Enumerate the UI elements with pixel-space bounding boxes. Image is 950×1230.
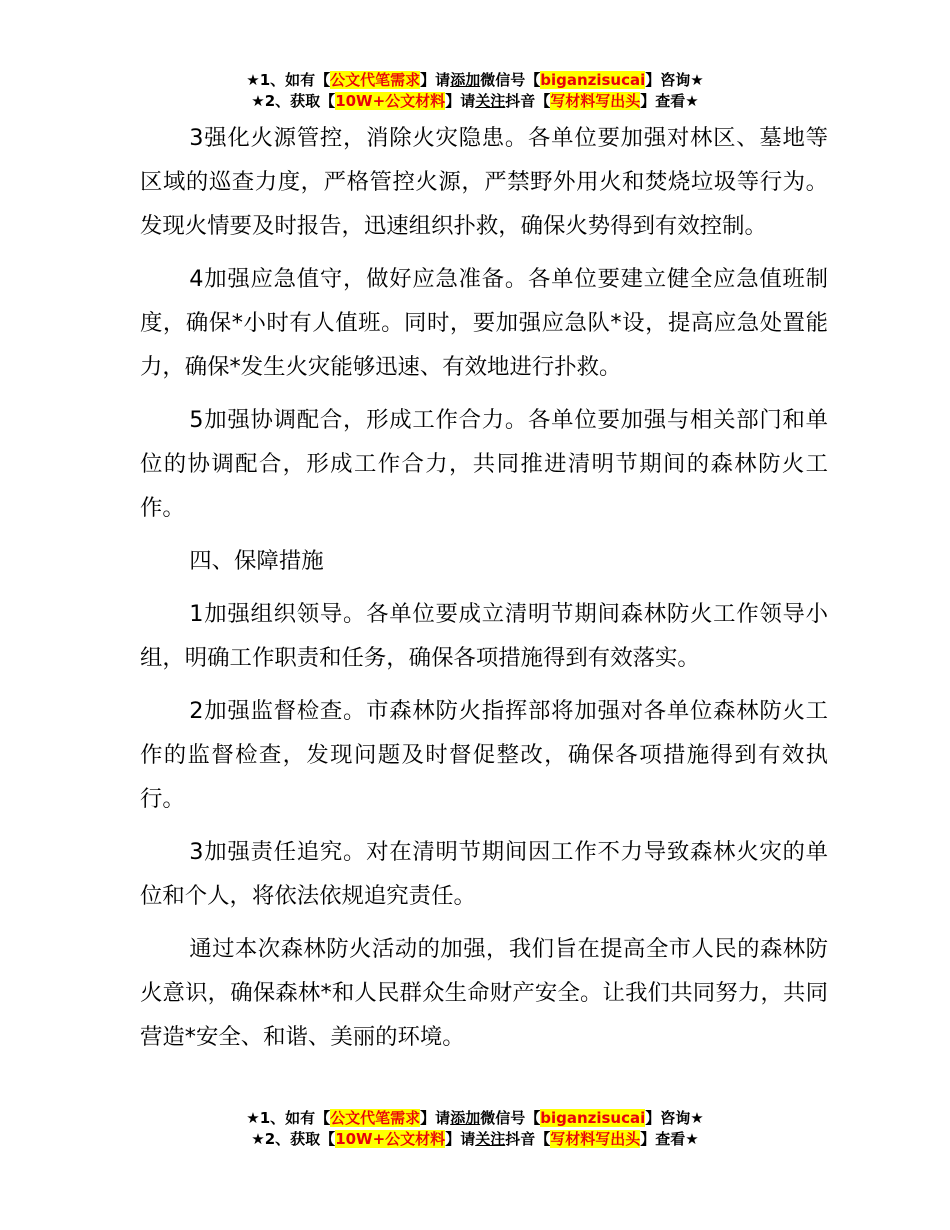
banner-highlight: 10W+公文材料 bbox=[335, 92, 446, 110]
section-heading: 四、保障措施 bbox=[189, 548, 324, 574]
banner-text: ★1、如有【 bbox=[246, 1109, 331, 1127]
banner-highlight: 公文代笔需求 bbox=[330, 1109, 421, 1127]
banner-text: 】请 bbox=[445, 1130, 476, 1148]
banner-highlight: 写材料写出头 bbox=[550, 1130, 641, 1148]
paragraph: 3强化火源管控，消除火灾隐患。各单位要加强对林区、墓地等区域的巡查力度，严格管控火源，严禁野外用火和焚烧垃圾等行为。发现火情要及时报告，迅速组织扑救，确保火势得到有效控制。 bbox=[140, 125, 828, 239]
banner-text: 】请 bbox=[420, 1109, 451, 1127]
banner-text: 】咨询★ bbox=[645, 1109, 704, 1127]
banner-text: 】查看★ bbox=[640, 1130, 699, 1148]
banner-underline: 关注 bbox=[475, 92, 506, 110]
banner-underline: 关注 bbox=[475, 1130, 506, 1148]
banner-underline: 添加 bbox=[450, 71, 481, 89]
banner-line-1 bbox=[0, 70, 950, 91]
banner-underline: 添加 bbox=[450, 1109, 481, 1127]
banner-text: 微信号【 bbox=[480, 1109, 541, 1127]
banner-text: 抖音【 bbox=[505, 92, 551, 110]
banner-text: 抖音【 bbox=[505, 1130, 551, 1148]
paragraph: 5加强协调配合，形成工作合力。各单位要加强与相关部门和单位的协调配合，形成工作合力，共同推进清明节期间的森林防火工作。 bbox=[140, 407, 828, 521]
banner-highlight: 公文代笔需求 bbox=[330, 71, 421, 89]
banner-line-2 bbox=[0, 1129, 950, 1150]
banner-line-2 bbox=[0, 91, 950, 112]
paragraph: 3加强责任追究。对在清明节期间因工作不力导致森林火灾的单位和个人，将依法依规追究责任。 bbox=[140, 839, 828, 909]
paragraph: 4加强应急值守，做好应急准备。各单位要建立健全应急值班制度，确保*小时有人值班。同时，要加强应急队*设，提高应急处置能力，确保*发生火灾能够迅速、有效地进行扑救。 bbox=[140, 266, 828, 380]
paragraph: 1加强组织领导。各单位要成立清明节期间森林防火工作领导小组，明确工作职责和任务，确保各项措施得到有效落实。 bbox=[140, 601, 828, 671]
paragraph: 2加强监督检查。市森林防火指挥部将加强对各单位森林防火工作的监督检查，发现问题及时督促整改，确保各项措施得到有效执行。 bbox=[140, 698, 828, 812]
banner-line-1 bbox=[0, 1108, 950, 1129]
banner-text: ★2、获取【 bbox=[251, 1130, 336, 1148]
footer-banner bbox=[0, 1108, 950, 1150]
banner-text: 微信号【 bbox=[480, 71, 541, 89]
banner-highlight: 10W+公文材料 bbox=[335, 1130, 446, 1148]
document-body bbox=[140, 116, 828, 1068]
header-banner bbox=[0, 70, 950, 112]
banner-text: ★1、如有【 bbox=[246, 71, 331, 89]
paragraph: 通过本次森林防火活动的加强，我们旨在提高全市人民的森林防火意识，确保森林*和人民群众生命财产安全。让我们共同努力，共同营造*安全、和谐、美丽的环境。 bbox=[140, 936, 828, 1050]
banner-highlight: biganzisucai bbox=[540, 71, 646, 89]
banner-text: 】查看★ bbox=[640, 92, 699, 110]
banner-highlight: biganzisucai bbox=[540, 1109, 646, 1127]
banner-text: 】请 bbox=[445, 92, 476, 110]
banner-text: ★2、获取【 bbox=[251, 92, 336, 110]
banner-text: 】请 bbox=[420, 71, 451, 89]
banner-text: 】咨询★ bbox=[645, 71, 704, 89]
banner-highlight: 写材料写出头 bbox=[550, 92, 641, 110]
